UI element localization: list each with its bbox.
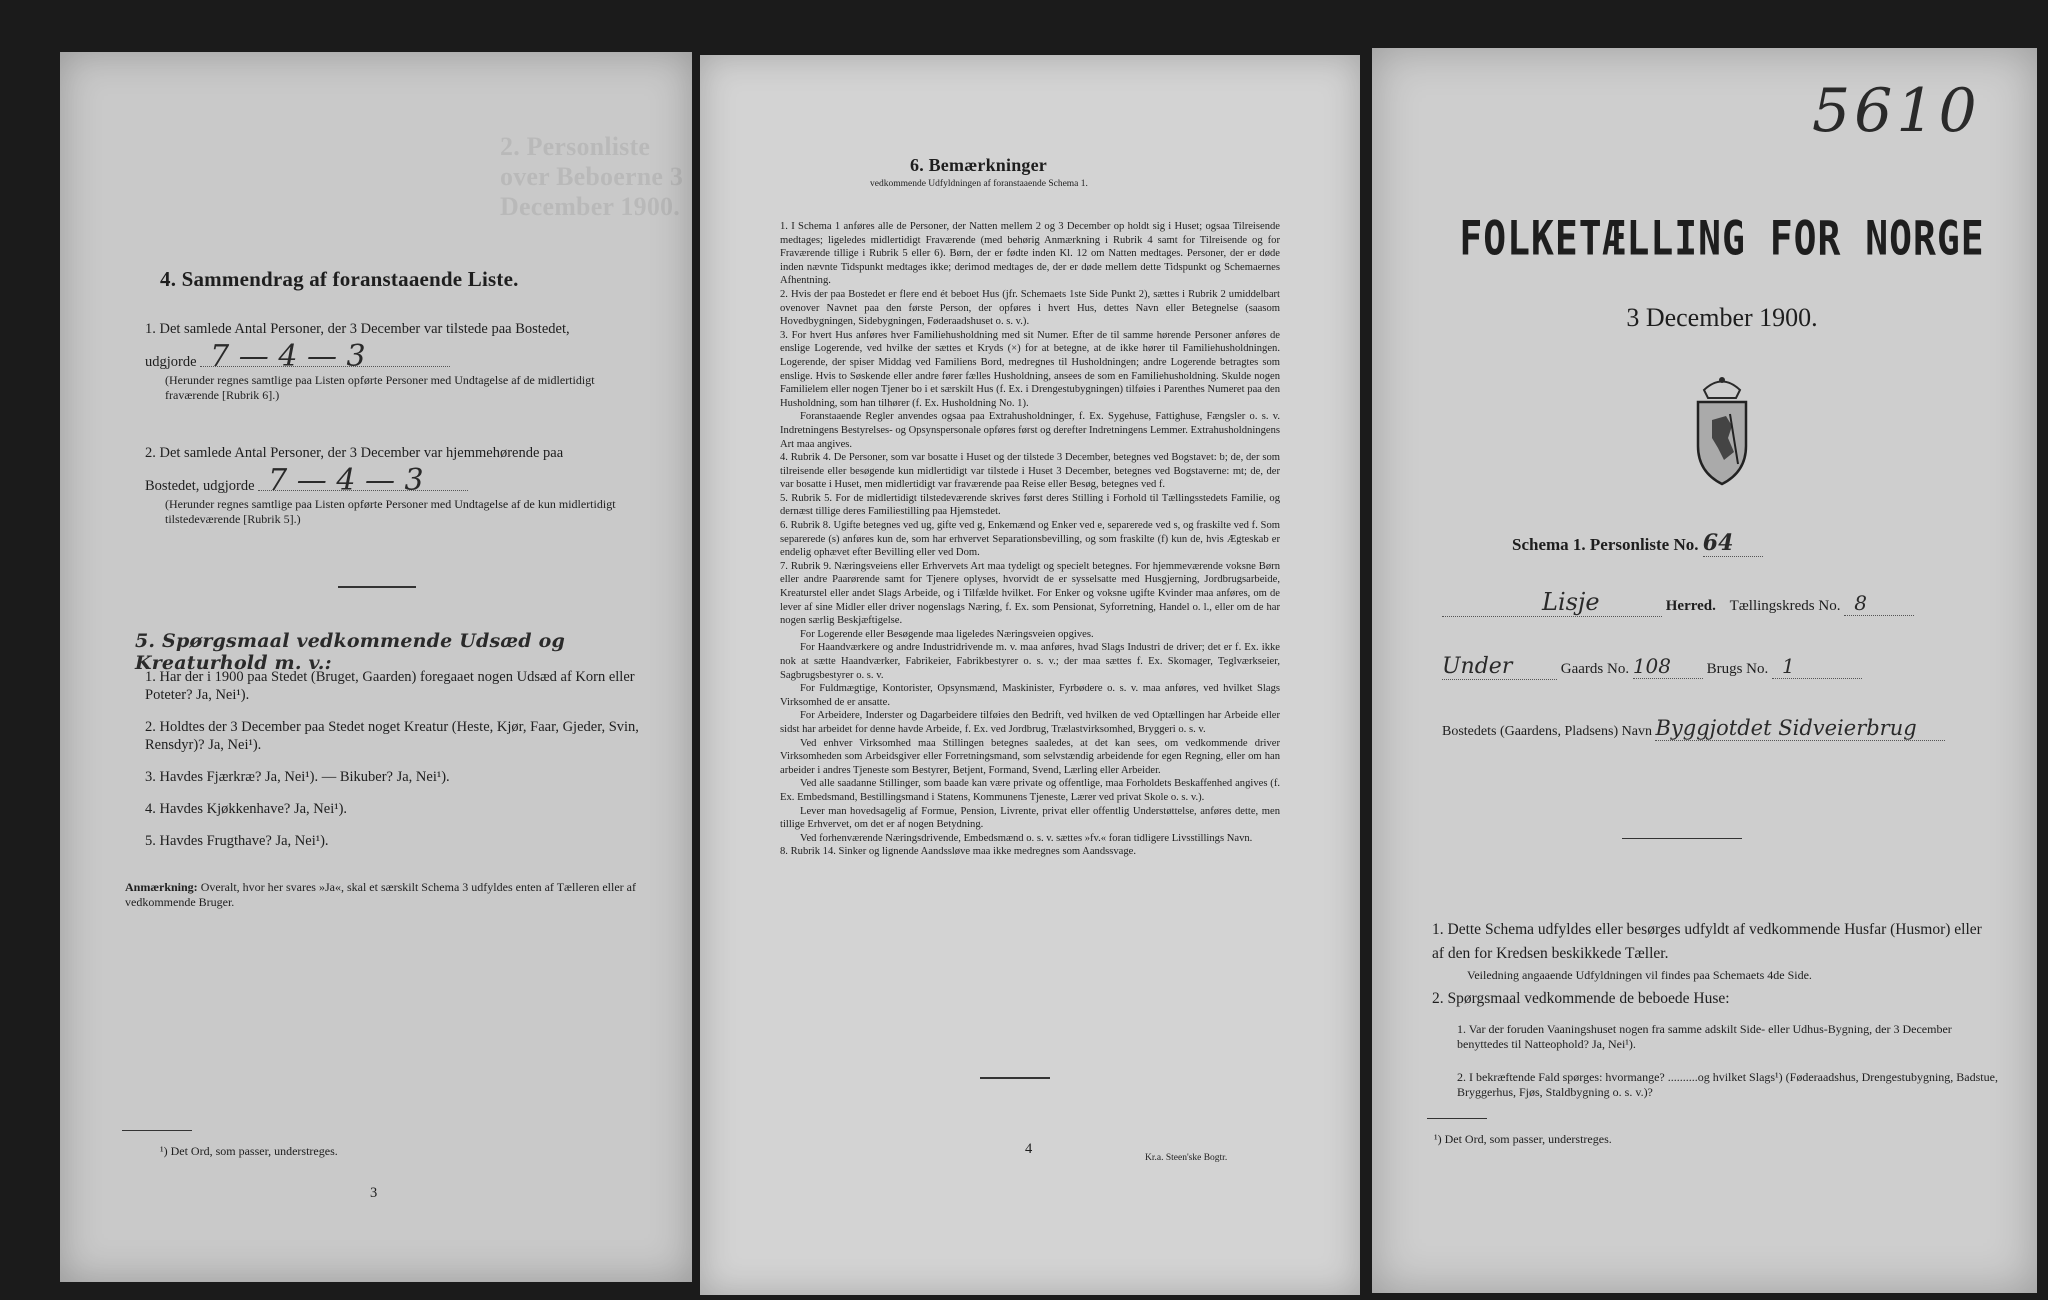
bosted-line [1442, 716, 2022, 741]
herred-line [1442, 588, 2002, 617]
gaards-label: Gaards No. [1560, 661, 1630, 677]
item-1-note: (Herunder regnes samtlige paa Listen opførte Personer med Undtagelse af de midlertidigt fraværende [Rubrik 6].) [165, 373, 595, 402]
remark-paragraph: 5. Rubrik 5. For de midlertidigt tilstedeværende skrives først deres Stilling i Forhold til Tællingsstedets Familie, og dernæst tillige deres Familiestilling paa Hjemstedet. [780, 492, 1280, 518]
remark-text: Overalt, hvor her svares »Ja«, skal et særskilt Schema 3 udfyldes enten af Tælleren eller af vedkommende Bruger. [125, 880, 636, 909]
item-1-text: 1. Det samlede Antal Personer, der 3 December var tilstede paa Bostedet, [145, 321, 570, 337]
remark-paragraph: For Arbeidere, Inderster og Dagarbeidere tilføies den Bedrift, ved hvilken de ved Optællingen har Arbeide eller sidst har arbeidet for denne havde Arbeide, f. Ex. ved Jordbrug, Trælastvirksomhed, Bryggeri o. s. v. [780, 710, 1280, 735]
remark-paragraph: Ved forhenværende Næringsdrivende, Embedsmænd o. s. v. sættes »fv.« foran tidligere Livsstillings Navn. [800, 832, 1253, 844]
divider [338, 586, 416, 588]
archive-number: 5610 [1812, 76, 1981, 146]
item-1-handwritten-value: 7 — 4 — 3 [200, 348, 450, 367]
question-1: 1. Har der i 1900 paa Stedet (Bruget, Gaarden) foregaaet nogen Udsæd af Korn eller Poteter? Ja, Nei¹). [145, 669, 635, 703]
remark-paragraph: 4. Rubrik 4. De Personer, som var bosatte i Huset og der tilstede 3 December, betegnes ved Bogstavet: b; de, der som tilreisende eller besøgende kun midlertidigt var tilstede i Huset 3 December, betegnes ved Bogstaverne: mt; de, der var bosatte i Huset, men midlertidigt var fraværende paa Reise eller Besøg, betegnes ved f. [780, 452, 1280, 491]
printer-credit: Kr.a. Steen'ske Bogtr. [1145, 1153, 1228, 1163]
under-value: Under [1442, 654, 1557, 680]
remark-label: Anmærkning: [125, 880, 198, 894]
item-2-text: 2. Det samlede Antal Personer, der 3 December var hjemmehørende paa [145, 445, 564, 461]
remark-paragraph: 6. Rubrik 8. Ugifte betegnes ved ug, gifte ved g, Enkemænd og Enker ved e, separerede ved s, og fraskilte ved f. Som separerede (s) anføres kun de, som har erhvervet Separationsbevilling, og som fraskilte (f) kun de, hvis Ægteskab er endelig ophævet efter Bevilling eller ved Dom. [780, 520, 1280, 559]
question-5: 5. Havdes Frugthave? Ja, Nei¹). [145, 833, 329, 849]
instruction-1-note: Veiledning angaaende Udfyldningen vil findes paa Schemaets 4de Side. [1467, 968, 1812, 982]
remark-paragraph: 2. Hvis der paa Bostedet er flere end ét beboet Hus (jfr. Schemaets 1ste Side Punkt 2), sættes i Rubrik 2 umiddelbart ovenover Navnet paa den første Person, der opføres i hvert Hus, dettes Navn eller Betegnelse (saasom Hovedbygningen, Sidebygningen, Føderaadshuset o. s. v.). [780, 288, 1280, 328]
page-number: 4 [1025, 1141, 1033, 1157]
herred-value: Lisje [1442, 588, 1662, 617]
question-2: 2. Holdtes der 3 December paa Stedet noget Kreatur (Heste, Kjør, Faar, Gjeder, Svin, Rensdyr)? Ja, Nei¹). [145, 719, 639, 753]
brugs-value: 1 [1772, 654, 1862, 679]
gaards-line [1442, 654, 2002, 680]
coat-of-arms-icon [1682, 368, 1762, 488]
remark-paragraph: 8. Rubrik 14. Sinker og lignende Aandssløve maa ikke medregnes som Aandssvage. [780, 846, 1137, 858]
house-question-1: 1. Var der foruden Vaaningshuset nogen fra samme adskilt Side- eller Udhus-Bygning, der 3 December benyttedes til Natteophold? Ja, Nei¹). [1457, 1022, 1952, 1051]
herred-label: Herred. [1665, 598, 1716, 614]
summary-item-1 [145, 320, 645, 403]
cover-page [1372, 48, 2037, 1293]
page-4 [700, 55, 1360, 1295]
brugs-label: Brugs No. [1706, 661, 1769, 677]
divider [980, 1077, 1050, 1079]
taellingskreds-label: Tællingskreds No. [1729, 598, 1841, 614]
question-4: 4. Havdes Kjøkkenhave? Ja, Nei¹). [145, 801, 348, 817]
item-2-handwritten-value: 7 — 4 — 3 [258, 472, 468, 491]
remark-paragraph: 3. For hvert Hus anføres hver Familiehusholdning med sit Numer. Efter de til samme hørende Personer anføres de enslige Logerende, ved hvilke der sættes et Kryds (×) for at betegne, at de ikke hører til Familiehusholdningen. Logerende, der spiser Middag ved Familiens Bord, medregnes til Husholdningen; andre Logerende betragtes som enslige. Hvis to Søskende eller andre fører fælles Husholdning, ansees de som en Familiehusholdning. Skulde nogen Familielem eller nogen Tjener bo i et særskilt Hus (f. Ex. i Drengestubygningen) tilføies i Parenthes Numeret paa den Husholdning, som han tilhører (f. Ex. Husholdning No. 1). [780, 329, 1280, 409]
remark-paragraph: 7. Rubrik 9. Næringsveiens eller Erhvervets Art maa tydeligt og specielt betegnes. For hjemmeværende voksne Børn eller andre Paarørende samt for Tjenere oplyses, hvorvidt de er sysselsatte med Husgjerning, Jordbrugsarbeide, Kreaturstel eller andet Slags Arbeide, og i Tilfælde hvilket. For Enker og voksne ugifte Kvinder maa anføres, om de lever af sine Midler eller driver nogenslags Næring, f. Ex. som Pensionat, Syforretning, Handel o. l., eller om de har nogen særlig Beskjæftigelse. [780, 560, 1280, 627]
cover-date: 3 December 1900. [1626, 303, 1818, 332]
question-list [145, 668, 665, 864]
footnote: ¹) Det Ord, som passer, understreges. [160, 1144, 338, 1158]
remarks-body [780, 220, 1280, 859]
footnote-rule [122, 1130, 192, 1131]
schema-label: Schema 1. Personliste No. [1512, 535, 1699, 554]
remark-paragraph: Foranstaaende Regler anvendes ogsaa paa Extrahusholdninger, f. Ex. Sygehuse, Fattighuse, Fængsler o. s. v. Indretningens Bestyrelses- og Opsynspersonale opføres først og derefter Indretningens Lemmer. Extrahusholdningens Art maa angives. [780, 411, 1280, 450]
remark-paragraph: For Haandværkere og andre Industridrivende m. v. maa anføres, hvad Slags Industri de driver; det er f. Ex. ikke nok at sætte Haandværker, Fabrikeier, Fabrikbestyrer o. s. v.; der maa sættes f. Ex. Skomager, Teglværkseier, Sagbrugsbestyrer o. s. v. [780, 642, 1280, 681]
remarks-subtitle: vedkommende Udfyldningen af foranstaaende Schema 1. [870, 179, 1088, 189]
house-question-2: 2. I bekræftende Fald spørges: hvormange? ..........og hvilket Slags¹) (Føderaadshus, Drengestubygning, Badstue, Bryggerhus, Fjøs, Staldbygning o. s. v.)? [1457, 1070, 1998, 1099]
gaards-value: 108 [1633, 654, 1703, 679]
schema-number: 64 [1703, 530, 1763, 557]
item-2-note: (Herunder regnes samtlige paa Listen opførte Personer med Undtagelse af de kun midlertidigt tilstedeværende [Rubrik 5].) [165, 497, 616, 526]
schema-line [1512, 530, 1763, 557]
section-5-title: 5. Spørgsmaal vedkommende Udsæd og Kreaturhold m. v.: [135, 630, 565, 674]
summary-item-2 [145, 444, 645, 527]
divider [1622, 838, 1742, 839]
footnote-rule [1427, 1118, 1487, 1119]
section-4-title: 4. Sammendrag af foranstaaende Liste. [160, 267, 519, 291]
remark-paragraph: Lever man hovedsagelig af Formue, Pension, Livrente, privat eller offentlig Understøttelse, anføres dette, men tillige Erhvervet, om det er af nogen Betydning. [780, 805, 1280, 831]
page-number: 3 [370, 1185, 378, 1201]
item-1-label: udgjorde [145, 354, 197, 370]
instruction-1: 1. Dette Schema udfyldes eller besørges udfyldt af vedkommende Husfar (Husmor) eller af den for Kredsen beskikkede Tæller. [1432, 921, 1982, 962]
ghost-header-bleed: 2. Personliste over Beboerne 3 December 1900. [500, 132, 684, 221]
question-3: 3. Havdes Fjærkræ? Ja, Nei¹). — Bikuber? Ja, Nei¹). [145, 769, 450, 785]
bosted-label: Bostedets (Gaardens, Pladsens) Navn [1442, 724, 1652, 739]
remark-paragraph: Ved alle saadanne Stillinger, som baade kan være private og offentlige, maa Forholdets Beskaffenhed angives (f. Ex. Embedsmand, Bestillingsmand i Statens, Kommunens Tjeneste, Lærer ved privat Skole o. s. v.). [780, 778, 1280, 803]
remark-paragraph: 1. I Schema 1 anføres alle de Personer, der Natten mellem 2 og 3 December op holdt sig i Huset; ogsaa Tilreisende medtages; ligeledes midlertidigt Fraværende (med behørig Anmærkning i Rubrik 4 samt for Tilreisende og for Fraværende tillige i Rubrik 5 eller 6). Børn, der er fødte inden Kl. 12 om Natten medtages. Personer, der er døde inden nævnte Tidspunkt medtages ikke; derimod medtages de, der er døde mellem dette Tidspunkt og Schemaernes Afhentning. [780, 221, 1280, 287]
footnote: ¹) Det Ord, som passer, understreges. [1434, 1132, 1612, 1146]
bosted-value: Byggjotdet Sidveierbrug [1655, 716, 1945, 741]
remark-paragraph: For Logerende eller Besøgende maa ligeledes Næringsveien opgives. [800, 628, 1094, 640]
remark-paragraph: For Fuldmægtige, Kontorister, Opsynsmænd, Maskinister, Fyrbødere o. s. v. maa anføres, ved hvilket Slags Virksomhed de er ansatte. [780, 683, 1280, 708]
remarks-title: 6. Bemærkninger [910, 155, 1047, 175]
cover-title: FOLKETÆLLING FOR NORGE [1459, 210, 1985, 266]
instruction-2: 2. Spørgsmaal vedkommende de beboede Huse: [1432, 990, 1730, 1007]
item-2-label: Bostedet, udgjorde [145, 478, 255, 494]
remark [125, 880, 690, 910]
taellingskreds-value: 8 [1844, 591, 1914, 616]
page-3 [60, 52, 692, 1282]
remark-paragraph: Ved enhver Virksomhed maa Stillingen betegnes saaledes, at det kan sees, om vedkommende driver Virksomheden som Arbeidsgiver eller Forretningsmand, som selvstændig arbeidende for egen Regning, eller om han arbeider i andres Tjeneste som Bestyrer, Betjent, Formand, Svend, Lærling eller Arbeider. [780, 737, 1280, 776]
